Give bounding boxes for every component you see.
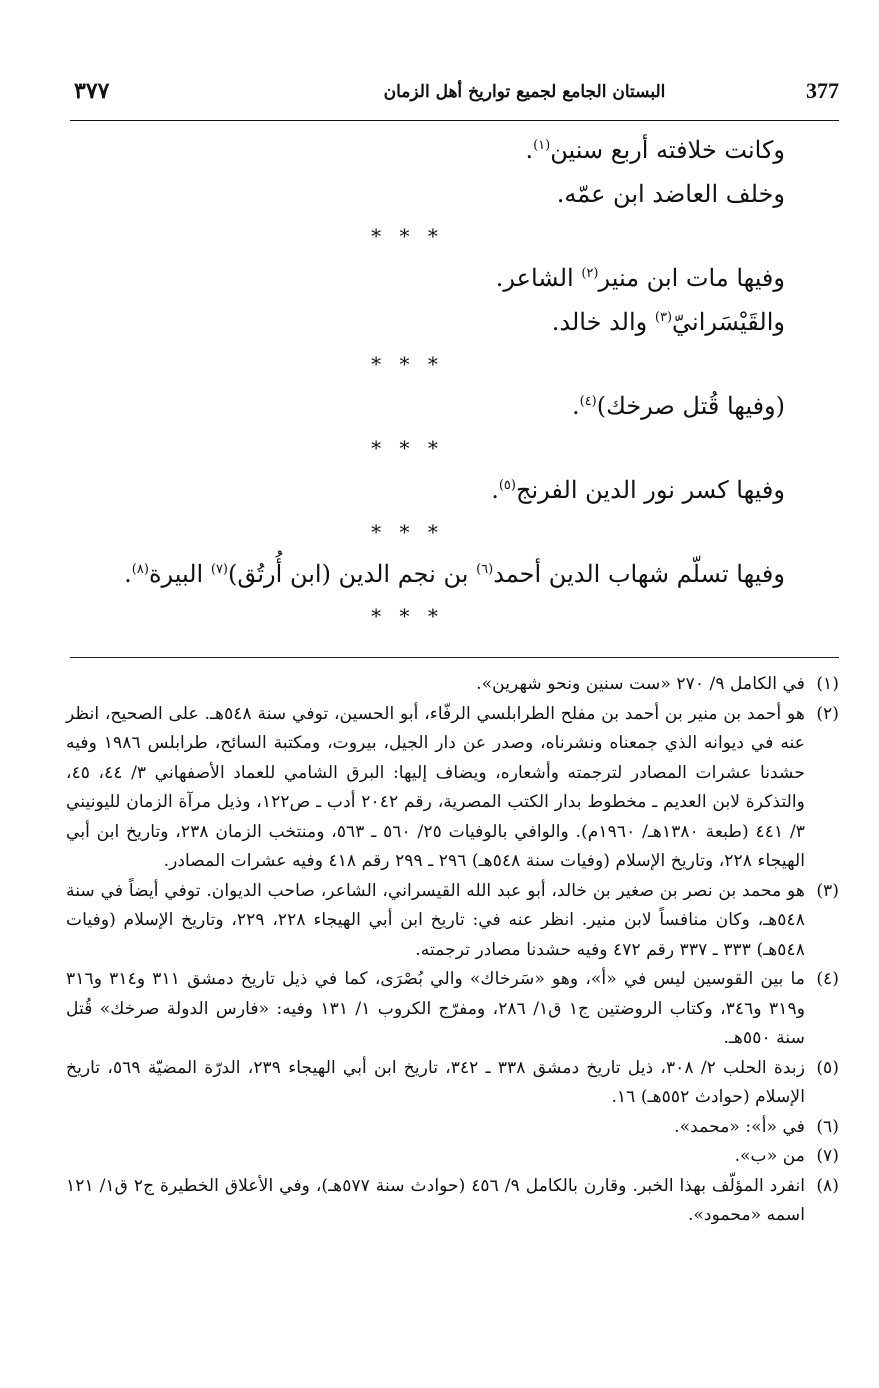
footnote-ref: (٨): [131, 562, 149, 577]
section-divider: * * *: [371, 352, 444, 376]
footnote: [66, 965, 839, 1054]
footnote-text: زبدة الحلب ٢/ ٣٠٨، ذيل تاريخ دمشق ٣٣٨ ـ ٣٤٢، تاريخ ابن أبي الهيجاء ٢٣٩، الدرّة المضيّة ٥٦٩، تاريخ الإسلام (حوادث ٥٥٢هـ) ١٦.: [66, 1057, 805, 1107]
footnote: [66, 700, 839, 877]
section-divider: * * *: [371, 224, 444, 248]
footnote-number: (٢): [816, 703, 839, 724]
text-line: وخلف العاضد ابن عمّه.: [556, 180, 785, 208]
footnote-ref: (٣): [654, 310, 673, 325]
footnote-number: (٥): [816, 1057, 839, 1078]
footnote-text: في «أ»: «محمد».: [674, 1116, 805, 1137]
footnote-ref: (٢): [581, 266, 599, 281]
footnote-ref: (٥): [498, 478, 516, 493]
footnote-text: هو محمد بن نصر بن صغير بن خالد، أبو عبد الله القيسراني، الشاعر، صاحب الديوان. توفي أيضاً في سنة ٥٤٨هـ، وكان منافساً لابن منير. انظر عنه في: تاريخ ابن أبي الهيجاء ٢٢٨، ٢٢٩، وتاريخ الإسلام (وفيات ٥٤٨هـ) ٣٣٣ ـ ٣٣٧ رقم ٤٧٢ وفيه حشدنا مصادر ترجمته.: [66, 880, 805, 960]
book-title: البستان الجامع لجميع تواريخ أهل الزمان: [383, 82, 666, 102]
footnote-ref: (١): [533, 138, 551, 153]
footnote-separator: [70, 657, 839, 658]
section-divider: * * *: [371, 604, 444, 628]
footnote: [66, 877, 839, 966]
footnote-text: انفرد المؤلّف بهذا الخبر. وقارن بالكامل ٩/ ٤٥٦ (حوادث سنة ٥٧٧هـ)، وفي الأعلاق الخطيرة ج٢ ق١/ ١٢١ اسمه «محمود».: [66, 1175, 806, 1225]
text-line: وكانت خلافته أربع سنين$^{(١)}$.: [525, 136, 785, 164]
section-divider: * * *: [371, 520, 444, 544]
footnote-number: (١): [816, 674, 839, 694]
text-line: (وفيها قُتل صرخك)$^{(٤)}$.: [571, 392, 785, 420]
footnote-text: من «ب».: [734, 1146, 805, 1166]
footnote-text: هو أحمد بن منير بن أحمد بن مفلح الطرابلسي الرفّاء، أبو الحسين، توفي سنة ٥٤٨هـ. على الصحيح، انظر عنه في ديوانه الذي جمعناه ونشرناه، وصدر عن دار الجيل، بيروت، ومكتبة السائح، طرابلس ١٩٨٦ وفيه حشدنا عشرات المصادر لترجمته وأشعاره، ويضاف إليها: البرق الشامي للعماد الأصفهاني ٣/ ٤٤، ٤٥، والتذكرة لابن العديم ـ مخطوط بدار الكتب المصرية، رقم ٢٠٤٢ أدب ـ ص١٢٢، وذيل مرآة الزمان لليونيني ٣/ ٤٤١ (طبعة ١٣٨٠هـ/ ١٩٦٠م). والوافي بالوفيات ٢٥/ ٥٦٠ ـ ٥٦٣، ومنتخب الزمان ٢٣٨، وتاريخ ابن أبي الهيجاء ٢٢٨، وتاريخ الإسلام (وفيات سنة ٥٤٨هـ) ٢٩٦ ـ ٢٩٩ رقم ٤١٨ وفيه عشرات المصادر.: [66, 703, 806, 871]
footnote-ref: (٧): [210, 562, 228, 577]
footnote-number: (٧): [816, 1146, 839, 1166]
footnote-ref: (٦): [476, 562, 494, 577]
footnote-text: ما بين القوسين ليس في «أ»، وهو «سَرخاك» والي بُصْرَى، كما في ذيل تاريخ دمشق ٣١١ و٣١٤ و٣١٦ و٣١٩ و٣٤٦، وكتاب الروضتين ج١ ق١/ ٢٨٦، ومفرّج الكروب ١/ ١٣١ وفيه: «فارس الدولة صرخك» قُتل سنة ٥٥٠هـ.: [66, 969, 806, 1048]
footnotes: [66, 670, 839, 1231]
page-number-arabic: ٣٧٧: [74, 78, 110, 103]
text-line: وفيها مات ابن منير$^{(٢)}$ الشاعر.: [495, 264, 785, 292]
page-number-latin: 377: [806, 78, 839, 103]
footnote-ref: (٤): [579, 394, 597, 409]
footnote: [66, 1113, 839, 1143]
text-line: والقَيْسَرانيّ$^{(٣)}$ والد خالد.: [551, 308, 785, 336]
footnote-number: (٤): [816, 969, 839, 989]
footnote-number: (٣): [816, 880, 839, 901]
footnote: [66, 1054, 839, 1113]
footnote-number: (٦): [816, 1116, 839, 1137]
running-header: [70, 74, 839, 121]
footnote-text: في الكامل ٩/ ٢٧٠ «ست سنين ونحو شهرين».: [476, 674, 805, 694]
footnote: [66, 670, 839, 700]
main-text: [70, 128, 785, 636]
text-line: وفيها كسر نور الدين الفرنج$^{(٥)}$.: [491, 476, 785, 504]
footnote: [66, 1172, 839, 1231]
footnote-number: (٨): [816, 1175, 839, 1196]
footnote: [66, 1142, 839, 1172]
section-divider: * * *: [371, 436, 444, 460]
text-line: وفيها تسلّم شهاب الدين أحمد$^{(٦)}$ بن نجم الدين (ابن أُرتُق)$^{(٧)}$ البيرة$^{(٨)}$.: [124, 560, 785, 588]
